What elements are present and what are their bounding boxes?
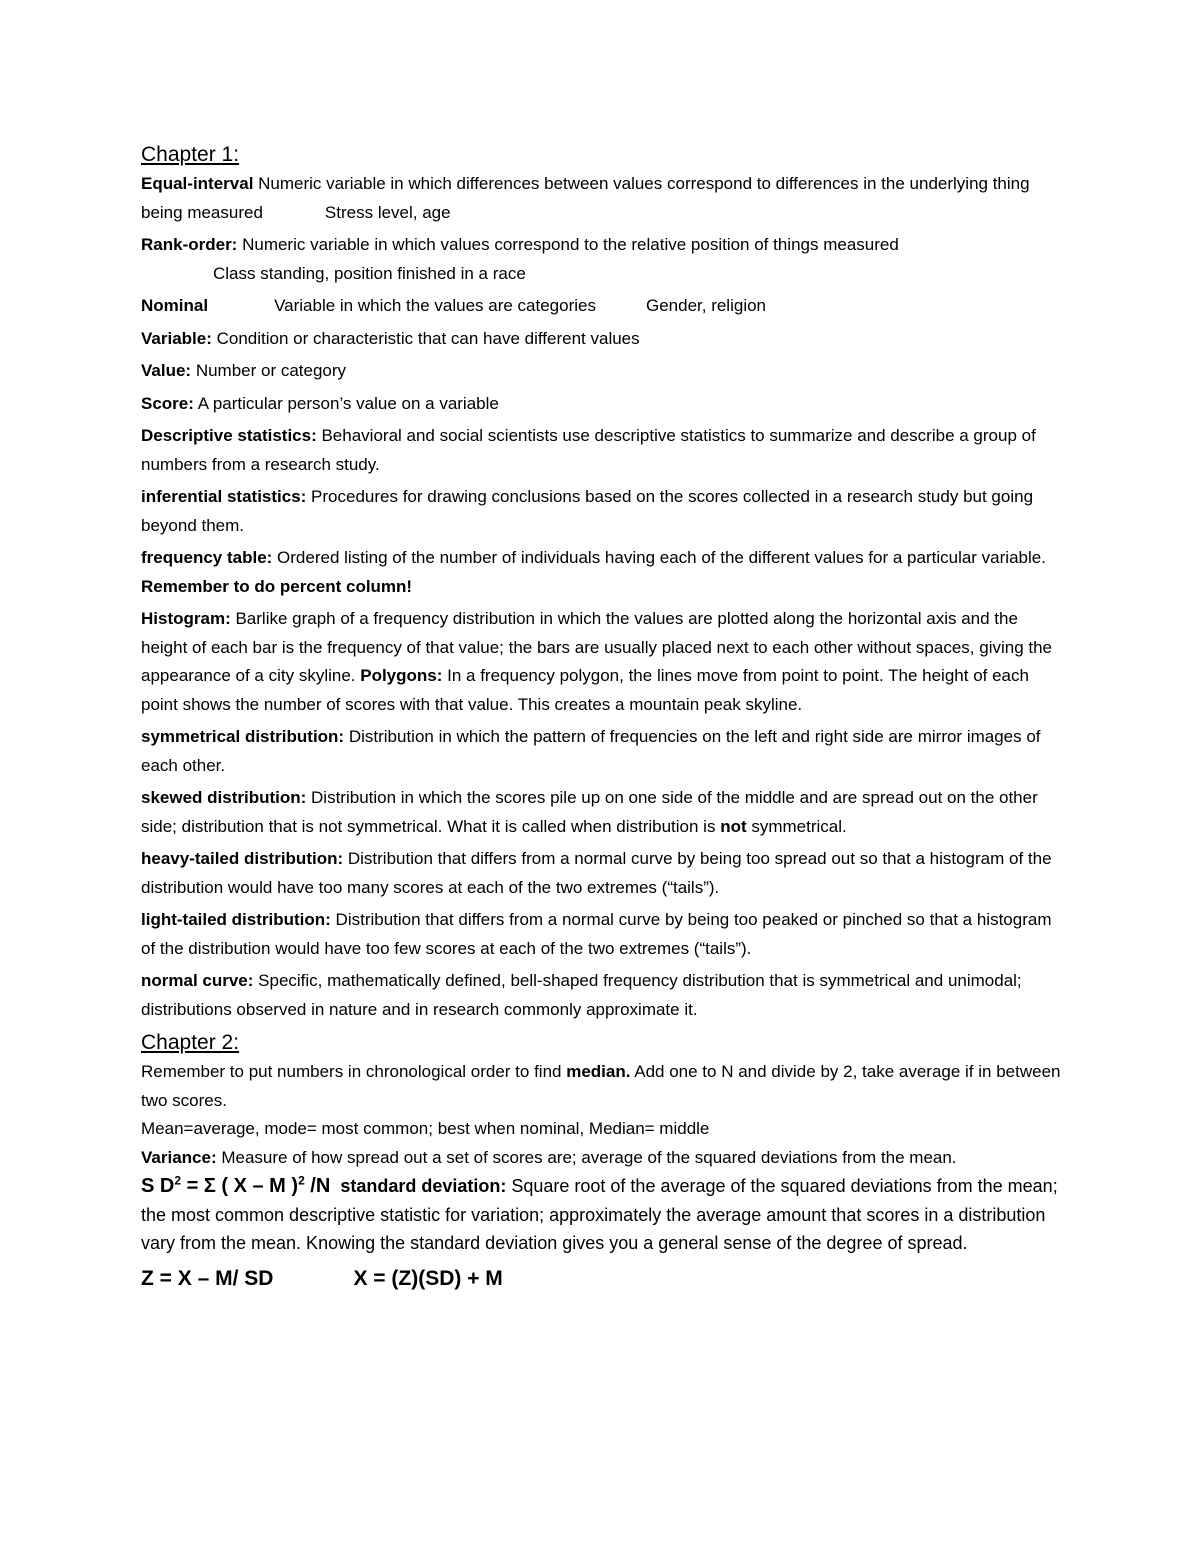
- entry-rank-order: [141, 231, 1061, 260]
- sd-lhs: S D: [141, 1175, 175, 1197]
- entry-histogram: [141, 605, 1061, 719]
- definition: A particular person’s value on a variable: [193, 393, 499, 413]
- median-note-bold: median.: [566, 1062, 631, 1081]
- definition: Barlike graph of a frequency distribution in which the values are plotted along the horizontal axis and the height of each bar is the frequency of that value; the bars are usually placed next to each other without spaces, giving the appearance of a city skyline.: [141, 609, 1053, 685]
- entry-equal-interval: [141, 170, 1061, 227]
- term: Variance:: [141, 1147, 217, 1167]
- chapter-1-heading: Chapter 1:: [141, 143, 240, 166]
- example: Stress level, age: [324, 202, 451, 222]
- definition: Distribution in which the pattern of frequencies on the left and right side are mirror images of each other.: [141, 727, 1041, 775]
- sd-end: /N: [304, 1175, 331, 1197]
- entry-light-tailed-distribution: [141, 906, 1061, 963]
- term: Histogram:: [141, 609, 231, 628]
- definition: Number or category: [191, 361, 347, 380]
- definition: Ordered listing of the number of individuals having each of the different values for a particular variable.: [272, 548, 1046, 567]
- definition: Numeric variable in which differences between values correspond to differences in the underlying thing being measured: [141, 174, 1030, 222]
- term: Variable:: [141, 328, 212, 348]
- term: light-tailed distribution:: [141, 910, 331, 929]
- term: skewed distribution:: [141, 788, 307, 807]
- entry-standard-deviation: [141, 1172, 1061, 1258]
- sd-mid: = Σ ( X – M ): [181, 1175, 299, 1197]
- term: Score:: [141, 393, 194, 413]
- sd-formula: [141, 1175, 330, 1197]
- term: normal curve:: [141, 971, 254, 990]
- entry-score: [141, 390, 1061, 419]
- term: symmetrical distribution:: [141, 727, 345, 746]
- sd-exp2: 2: [298, 1173, 305, 1188]
- term-polygons: Polygons:: [360, 666, 443, 685]
- entry-descriptive-statistics: [141, 422, 1061, 479]
- entry-heavy-tailed-distribution: [141, 845, 1061, 902]
- term: Value:: [141, 361, 192, 380]
- definition: Numeric variable in which values correspond to the relative position of things measured: [237, 235, 899, 254]
- entry-nominal: [141, 292, 1061, 321]
- definition: Variable in which the values are categories: [274, 296, 596, 315]
- chapter-2-heading: Chapter 2:: [141, 1031, 240, 1054]
- definition: Specific, mathematically defined, bell-shaped frequency distribution that is symmetrical and unimodal; distributions observed in nature and in research commonly approximate it.: [141, 971, 1022, 1019]
- term: standard deviation:: [340, 1176, 507, 1196]
- median-note-pre: Remember to put numbers in chronological order to find: [141, 1062, 567, 1081]
- definition: Square root of the average of the squared deviations from the mean; the most common descriptive statistic for variation; approximately the average amount that scores in a distribution vary from the mean. Knowing the standard deviation gives you a general sense of the degree of spread.: [141, 1176, 1058, 1253]
- rank-order-example: Class standing, position finished in a race: [213, 263, 526, 283]
- term: frequency table:: [141, 548, 273, 567]
- entry-normal-curve: [141, 967, 1061, 1024]
- entry-frequency-table: [141, 544, 1061, 601]
- median-note-post: Add one to N and divide by 2, take average if in between two scores.: [141, 1062, 1061, 1110]
- term: heavy-tailed distribution:: [141, 849, 344, 868]
- example: Gender, religion: [645, 296, 767, 315]
- note: Remember to do percent column!: [141, 576, 413, 596]
- bold-word: not: [720, 816, 747, 836]
- definition: Measure of how spread out a set of scores are; average of the squared deviations from the mean.: [216, 1147, 957, 1167]
- term: Rank-order:: [141, 235, 238, 254]
- definition: Condition or characteristic that can have different values: [211, 328, 640, 348]
- term: Descriptive statistics:: [141, 426, 317, 445]
- definition-polygons: In a frequency polygon, the lines move from point to point. The height of each point shows the number of scores with that value. This creates a mountain peak skyline.: [141, 666, 1029, 714]
- definition: Behavioral and social scientists use descriptive statistics to summarize and describe a group of numbers from a research study.: [141, 426, 1036, 474]
- entry-symmetrical-distribution: [141, 723, 1061, 780]
- term: Equal-interval: [141, 174, 254, 193]
- definition-end: symmetrical.: [746, 816, 847, 836]
- definition: Distribution that differs from a normal curve by being too spread out so that a histogram of the distribution would have too many scores at each of the two extremes (“tails”).: [141, 849, 1052, 897]
- mean-mode-note: Mean=average, mode= most common; best when nominal, Median= middle: [141, 1119, 710, 1138]
- definition: Distribution that differs from a normal curve by being too peaked or pinched so that a histogram of the distribution would have too few scores at each of the two extremes (“tails”).: [141, 910, 1052, 958]
- z-formula: Z = X – M/ SD: [141, 1266, 274, 1290]
- sd-exp1: 2: [174, 1173, 182, 1188]
- entry-variance: [141, 1144, 1061, 1173]
- entry-inferential-statistics: [141, 483, 1061, 540]
- definition: Distribution in which the scores pile up on one side of the middle and are spread out on the other side; distribution that is not symmetrical. What it is called when distribution is: [141, 788, 1038, 836]
- term: inferential statistics:: [141, 487, 307, 506]
- entry-variable: [141, 325, 1061, 354]
- median-note: [141, 1058, 1061, 1115]
- entry-skewed-distribution: [141, 784, 1061, 841]
- term: Nominal: [141, 296, 209, 315]
- definition: Procedures for drawing conclusions based on the scores collected in a research study but going beyond them.: [141, 487, 1034, 535]
- x-formula: X = (Z)(SD) + M: [353, 1266, 503, 1290]
- z-score-formulas: [141, 1264, 1061, 1294]
- entry-value: [141, 357, 1061, 386]
- document-body: [141, 140, 1061, 1294]
